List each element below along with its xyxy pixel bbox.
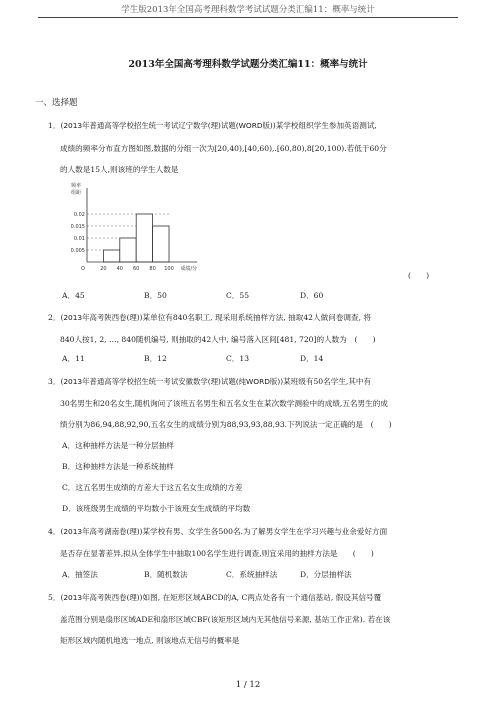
histogram-bar-1 <box>120 238 136 262</box>
y-tick-label-1: 0.01 <box>73 236 85 242</box>
y-axis-label-bottom: 组距 <box>70 190 81 196</box>
q3-text-3: 绩分别为86,94,88,92,90,五名女生的成绩分别为88,93,93,88,93.下列说法一定正确的是 ( ) <box>60 420 392 429</box>
y-tick-label-3: 0.02 <box>73 212 85 218</box>
q1-text-2: 成绩的频率分布直方图如图,数据的分组一次为[20,40),[40,60),.[60,80),8[20,100).若低于60分 <box>60 144 387 153</box>
q2-option-c: C．13 <box>226 354 250 363</box>
running-header: 学生版2013年全国高考理科数学考试试题分类汇编11：概率与统计 <box>121 5 375 15</box>
q5-number: 5． <box>48 593 61 602</box>
y-axis-label-top: 频率 <box>70 183 81 189</box>
q2-text-1: 某单位有840名职工, 现采用系统抽样方法, 抽取42人做问卷调查, 将 <box>142 313 371 322</box>
y-tick-label-2: 0.015 <box>70 224 85 230</box>
q1-option-b: B．50 <box>144 291 167 300</box>
q4-option-a: A．抽签法 <box>62 570 98 579</box>
histogram-bar-2 <box>136 214 152 262</box>
q3-number: 3． <box>48 377 61 386</box>
x-tick-label-1: 40 <box>116 266 123 272</box>
q3-option-d: D．该班级男生成绩的平均数小于该班女生成绩的平均数 <box>62 504 251 513</box>
q4-option-c: C．系统抽样法 <box>226 570 278 579</box>
q4-line1 <box>48 526 387 537</box>
q5-line1 <box>48 592 381 603</box>
frequency-histogram <box>55 182 255 274</box>
q2-source: (2013年高考陕西卷(理)) <box>60 313 143 322</box>
q2-option-d: D．14 <box>300 354 324 363</box>
q1-line1 <box>48 120 377 131</box>
q2-option-a: A．11 <box>62 354 85 363</box>
q2-line1 <box>48 312 371 323</box>
y-tick-label-0: 0.005 <box>70 248 85 254</box>
q1-answer-bracket: ( ) <box>408 271 430 280</box>
q4-option-d: D．分层抽样法 <box>300 570 352 579</box>
q1-option-c: C．55 <box>226 291 250 300</box>
section-heading: 一、选择题 <box>35 98 78 108</box>
header-rule <box>38 17 458 18</box>
q3-option-b: B．这种抽样方法是一种系统抽样 <box>62 462 174 471</box>
q2-option-b: B．12 <box>144 354 167 363</box>
x-axis-label: 成绩/分 <box>180 266 198 272</box>
q5-text-1: 如图, 在矩形区域ABCD的A, C两点处各有一个通信基站, 假设其信号覆 <box>142 593 382 602</box>
origin-label: O <box>81 266 85 272</box>
q1-text-1: 某学校组织学生参加英语测试, <box>275 121 377 130</box>
q4-number: 4． <box>48 527 61 536</box>
histogram-bar-3 <box>153 226 169 262</box>
histogram-bar-0 <box>103 250 119 262</box>
q3-option-a: A．这种抽样方法是一种分层抽样 <box>62 441 174 450</box>
q3-text-2: 30名男生和20名女生,随机询问了该班五名男生和五名女生在某次数学测验中的成绩,五名男生的成 <box>60 399 388 408</box>
q3-line1 <box>48 376 371 387</box>
page-number: 1 / 12 <box>235 680 261 690</box>
q2-text-2: 840人按1, 2, …, 840随机编号, 则抽取的42人中, 编号落入区间[481, 720]的人数为 ( ) <box>60 335 376 344</box>
q4-text-1: 某学校有男、女学生各500名.为了解男女学生在学习兴趣与业余爱好方面 <box>142 527 388 536</box>
q3-text-1: 某班级有50名学生,其中有 <box>283 377 372 386</box>
q1-option-d: D．60 <box>300 291 324 300</box>
x-tick-label-2: 60 <box>133 266 140 272</box>
q2-number: 2． <box>48 313 61 322</box>
q3-source: (2013年普通高等学校招生统一考试安徽数学(理)试题(纯WORD版)) <box>60 377 284 386</box>
q5-text-3: 矩形区域内随机地选一地点, 则该地点无信号的概率是 <box>60 636 240 645</box>
q5-text-2: 盖范围分别是扇形区域ADE和扇形区域CBF(该矩形区域内无其他信号来源, 基站工作正常). 若在该 <box>60 615 391 624</box>
q3-option-c: C．这五名男生成绩的方差大于这五名女生成绩的方差 <box>62 483 243 492</box>
x-tick-label-3: 80 <box>149 266 156 272</box>
q5-source: (2013年高考陕西卷(理)) <box>60 593 143 602</box>
q4-source: (2013年高考湖南卷(理)) <box>60 527 143 536</box>
q4-option-b: B．随机数法 <box>144 570 188 579</box>
q1-number: 1． <box>48 121 61 130</box>
q4-text-2: 是否存在显著差异,拟从全体学生中抽取100名学生进行调查,则宜采用的抽样方法是 ( ) <box>60 549 374 558</box>
q1-source: (2013年普通高等学校招生统一考试辽宁数学(理)试题(WORD版)) <box>60 121 276 130</box>
page-title: 2013年全国高考理科数学试题分类汇编11：概率与统计 <box>128 59 368 70</box>
q1-option-a: A．45 <box>62 291 85 300</box>
q1-text-3: 的人数是15人,则该班的学生人数是 <box>60 165 179 174</box>
x-tick-label-4: 100 <box>164 266 174 272</box>
x-tick-label-0: 20 <box>100 266 107 272</box>
